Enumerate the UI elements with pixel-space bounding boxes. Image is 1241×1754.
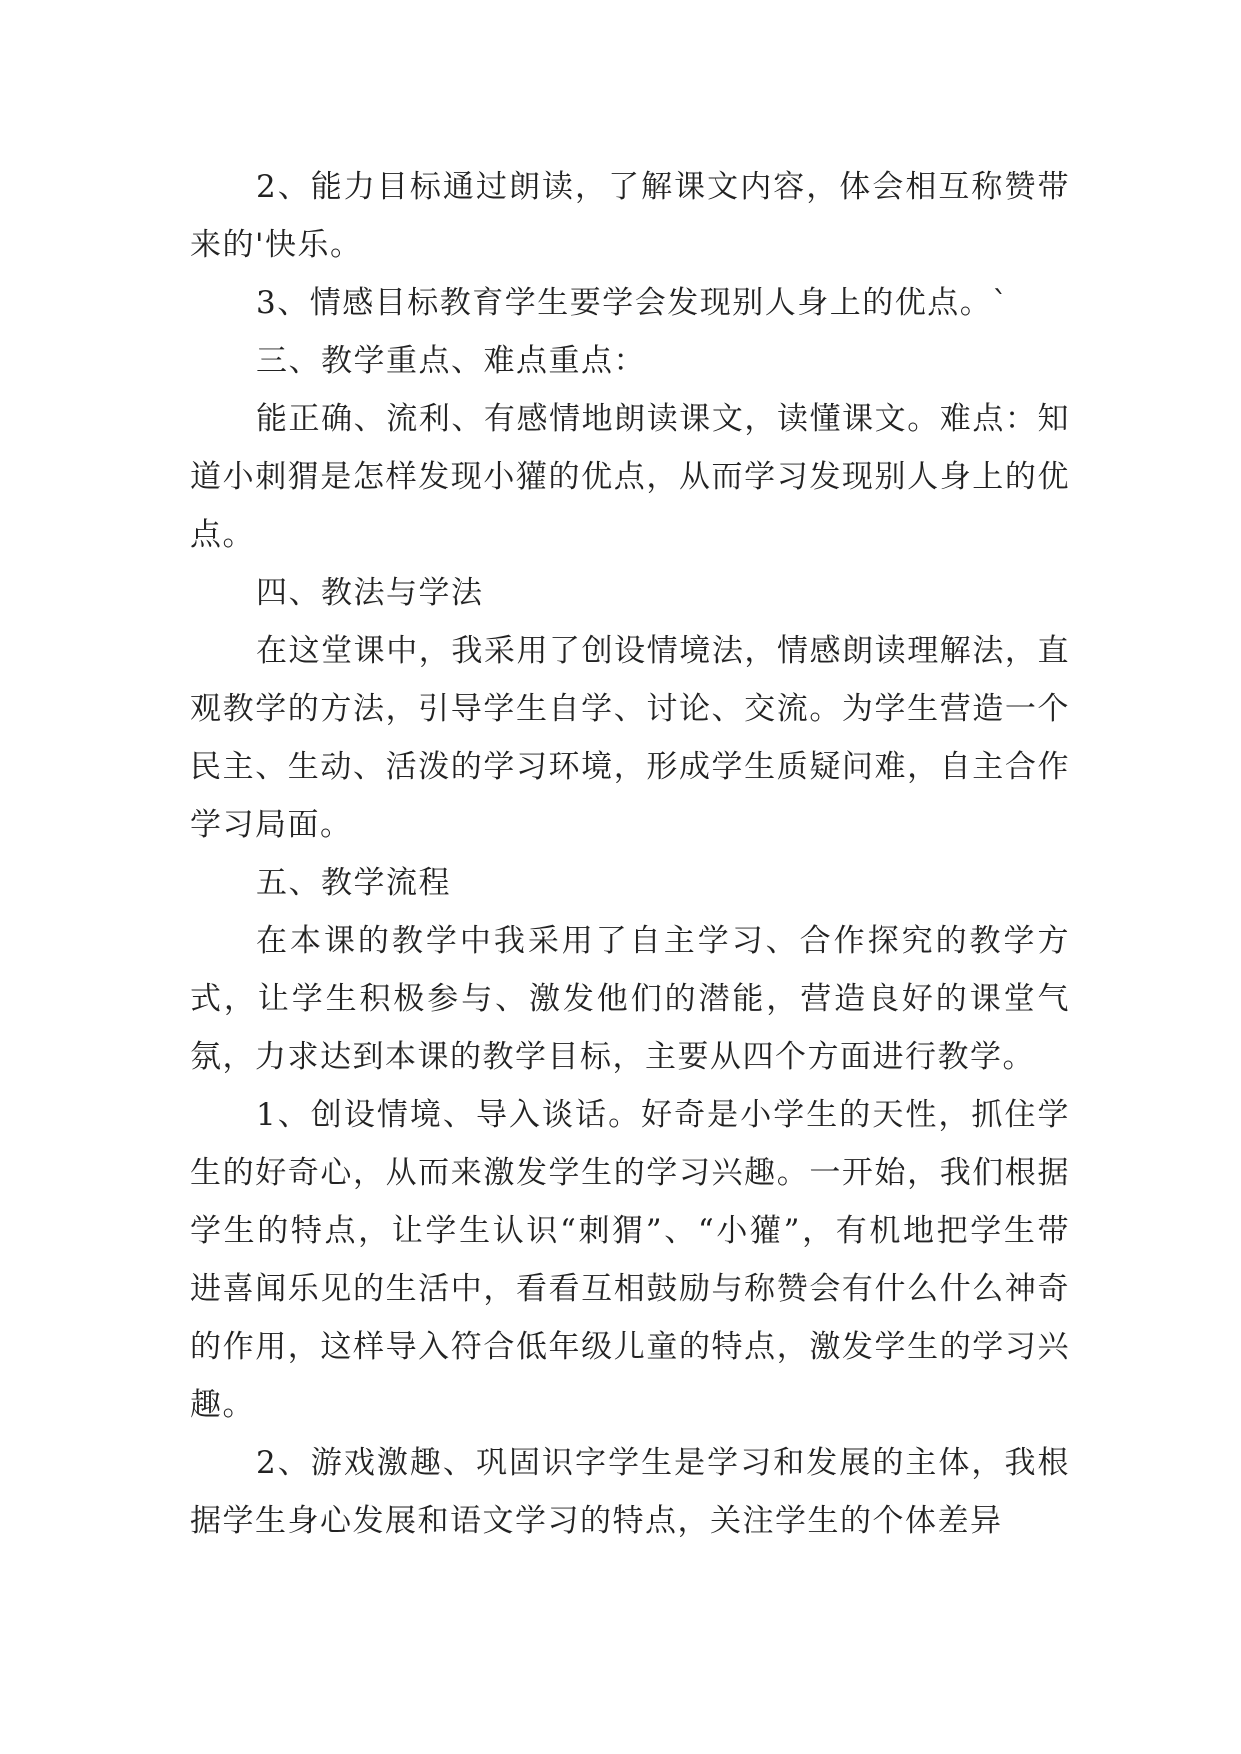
paragraph-methods: 在这堂课中，我采用了创设情境法，情感朗读理解法，直观教学的方法，引导学生自学、讨论、交流。为学生营造一个民主、生动、活泼的学习环境，形成学生质疑问难，自主合作学习局面。	[190, 633, 1070, 843]
paragraph-ability-goal: 2、能力目标通过朗读，了解课文内容，体会相互称赞带来的'快乐。	[190, 169, 1070, 263]
paragraph-key-points: 能正确、流利、有感情地朗读课文，读懂课文。难点：知道小刺猬是怎样发现小獾的优点，从而学习发现别人身上的优点。	[190, 401, 1070, 553]
paragraph-step-2: 2、游戏激趣、巩固识字学生是学习和发展的主体，我根据学生身心发展和语文学习的特点，关注学生的个体差异	[190, 1445, 1070, 1539]
document-body	[190, 158, 1070, 1550]
heading-methods: 四、教法与学法	[256, 575, 484, 611]
paragraph-emotion-goal: 3、情感目标教育学生要学会发现别人身上的优点。`	[256, 285, 1010, 321]
heading-key-points: 三、教学重点、难点重点：	[256, 343, 646, 379]
paragraph-step-1: 1、创设情境、导入谈话。好奇是小学生的天性，抓住学生的好奇心，从而来激发学生的学习兴趣。一开始，我们根据学生的特点，让学生认识“刺猬”、“小獾”，有机地把学生带进喜闻乐见的生活中，看看互相鼓励与称赞会有什么什么神奇的作用，这样导入符合低年级儿童的特点，激发学生的学习兴趣。	[190, 1097, 1070, 1423]
paragraph-process: 在本课的教学中我采用了自主学习、合作探究的教学方式，让学生积极参与、激发他们的潜能，营造良好的课堂气氛，力求达到本课的教学目标，主要从四个方面进行教学。	[190, 923, 1070, 1075]
heading-process: 五、教学流程	[256, 865, 451, 901]
